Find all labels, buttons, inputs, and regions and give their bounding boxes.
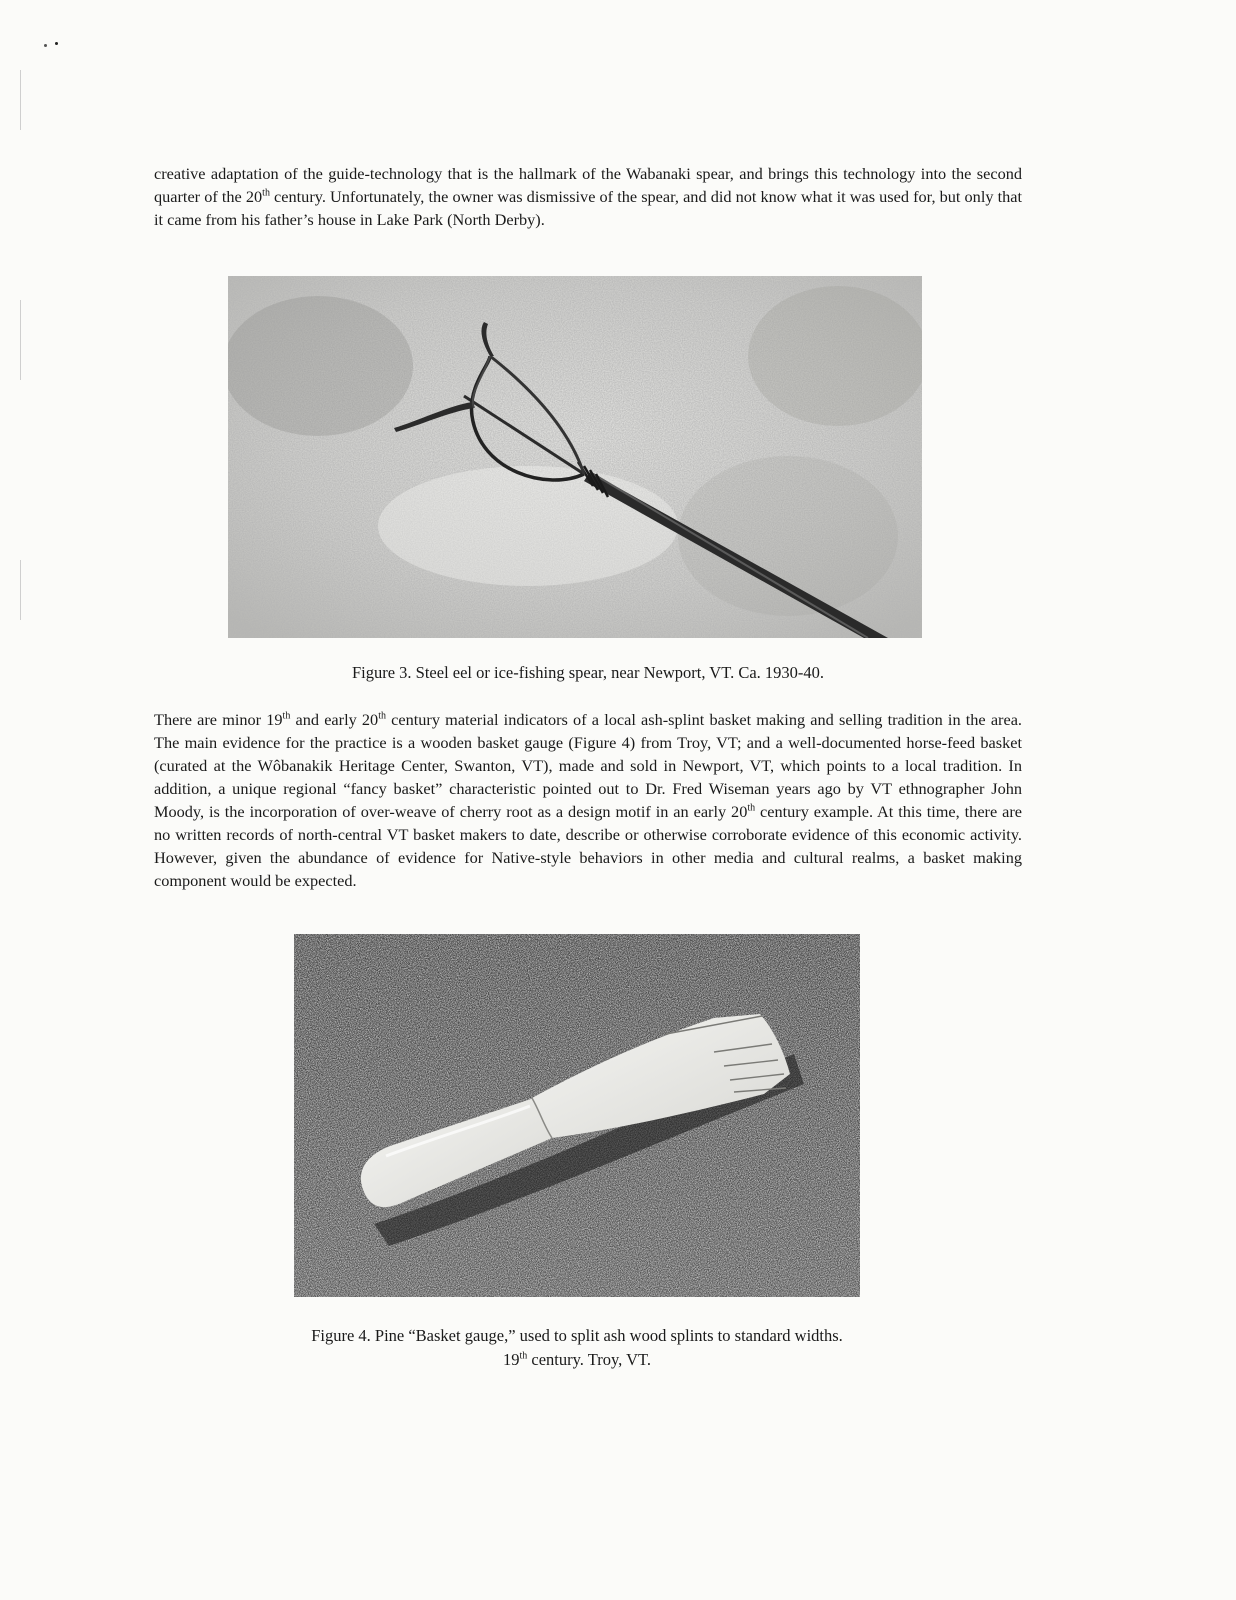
- scan-edge-mark: [20, 560, 21, 620]
- paragraph-1: [154, 162, 1022, 231]
- spear-photo-illustration: [228, 276, 922, 638]
- paragraph-2-text: There are minor 19: [154, 710, 283, 729]
- scan-edge-mark: [20, 70, 21, 130]
- figure-3-photo: [228, 276, 922, 638]
- paragraph-2-text: and early 20: [290, 710, 379, 729]
- ordinal-suffix: th: [747, 802, 756, 814]
- figure-4-caption-text: 19: [502, 1350, 520, 1369]
- scan-speck: [44, 44, 47, 47]
- paragraph-1-text: creative adaptation of the guide-technology that is the hallmark of the Wabanaki spear, and brings this technology into the second quarter of the 20: [154, 164, 1022, 206]
- figure-3-caption: Figure 3. Steel eel or ice-fishing spear, near Newport, VT. Ca. 1930-40.: [351, 663, 825, 682]
- basket-gauge-photo-illustration: [294, 934, 860, 1297]
- scan-edge-mark: [20, 300, 21, 380]
- ordinal-suffix: th: [519, 1350, 528, 1362]
- figure-4-caption-text: century. Troy, VT.: [527, 1350, 652, 1369]
- ordinal-suffix: th: [262, 187, 270, 199]
- figure-4-caption-line-1: Figure 4. Pine “Basket gauge,” used to split ash wood splints to standard widths.: [311, 1326, 843, 1345]
- figure-4-caption-line-2: [200, 1349, 954, 1371]
- ordinal-suffix: th: [378, 710, 386, 722]
- figure-4-photo: [294, 934, 860, 1297]
- paragraph-2-text: century example. At this time, there are no written records of north-central VT basket makers to date, describe or otherwise corroborate evidence of this economic activity. However, given the abundance of evidence for Native-style behaviors in other media and cultural realms, a basket making component would be expected.: [154, 802, 1022, 890]
- paragraph-2: [154, 708, 1022, 892]
- paragraph-1-text: century. Unfortunately, the owner was dismissive of the spear, and did not know what it was used for, but only that it came from his father’s house in Lake Park (North Derby).: [154, 187, 1023, 229]
- ordinal-suffix: th: [282, 710, 291, 722]
- scan-speck: [55, 42, 58, 45]
- paragraph-2-text: century material indicators of a local ash-splint basket making and selling tradition in the area. The main evidence for the practice is a wooden basket gauge (Figure 4) from Troy, VT; and a well-documented horse-feed basket (curated at the Wôbanakik Heritage Center, Swanton, VT), made and sold in Newport, VT, which points to a local tradition. In addition, a unique regional “fancy basket” characteristic pointed out to Dr. Fred Wiseman years ago by VT ethnographer John Moody, is the incorporation of over-weave of cherry root as a design motif in an early 20: [154, 710, 1022, 821]
